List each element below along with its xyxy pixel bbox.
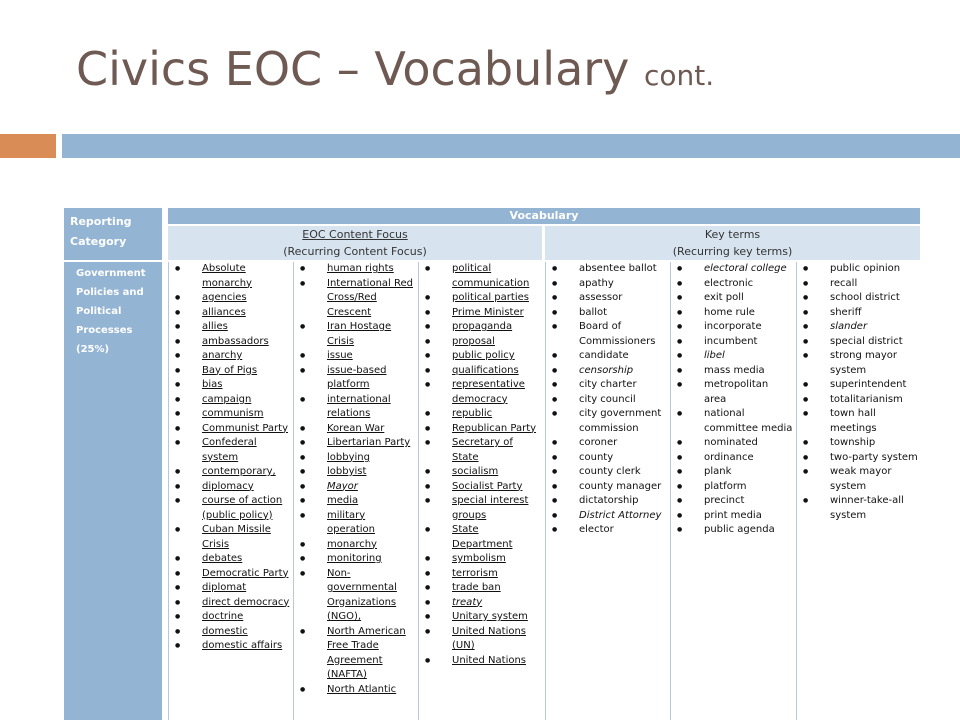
term-item — [546, 480, 670, 495]
term-text: lobbyist — [327, 466, 367, 477]
term-item — [169, 393, 292, 408]
term-text: agencies — [202, 292, 247, 303]
term-item — [671, 306, 795, 321]
term-item — [419, 494, 543, 523]
term-item — [419, 465, 543, 480]
term-text: Secretary of State — [452, 437, 513, 463]
accent-bar-blue — [62, 134, 960, 158]
term-text: domestic — [202, 625, 248, 637]
term-text: terrorism — [452, 567, 498, 579]
term-item — [671, 451, 795, 466]
term-item — [169, 610, 292, 625]
term-text: Socialist Party — [452, 480, 523, 492]
subheader-key-terms-note: (Recurring key terms) — [672, 245, 793, 258]
term-text: slander — [830, 321, 868, 332]
header-vocabulary: Vocabulary — [168, 208, 920, 224]
term-text: human rights — [327, 263, 394, 274]
term-text: North American Free Trade Agreement (NAFTA) — [327, 625, 406, 680]
term-item — [419, 552, 543, 567]
term-item — [419, 378, 543, 407]
term-item — [169, 320, 292, 335]
term-text: county manager — [579, 480, 662, 492]
term-text: monitoring — [327, 553, 382, 564]
term-item — [797, 291, 920, 306]
term-item — [419, 625, 543, 654]
term-text: national committee media — [704, 408, 793, 434]
term-text: diplomat — [202, 582, 247, 593]
term-text: metropolitan area — [704, 379, 769, 405]
term-text: republic — [452, 408, 493, 419]
term-text: Confederal system — [202, 437, 257, 463]
term-item — [294, 567, 417, 625]
term-text: incorporate — [704, 321, 762, 332]
term-text: sheriff — [830, 306, 862, 318]
term-text: District Attorney — [579, 509, 662, 521]
term-text: debates — [202, 553, 243, 564]
term-text: issue-based platform — [327, 364, 387, 390]
term-text: allies — [202, 321, 228, 332]
term-item — [294, 538, 417, 553]
term-text: Republican Party — [452, 422, 537, 434]
term-text: propaganda — [452, 321, 513, 332]
term-text: doctrine — [202, 611, 244, 622]
term-item — [169, 567, 292, 582]
term-text: contemporary, — [202, 466, 276, 477]
term-item — [169, 552, 292, 567]
term-text: proposal — [452, 335, 495, 347]
term-text: Mayor — [327, 480, 358, 492]
term-item — [671, 494, 795, 509]
term-text: United Nations (UN) — [452, 625, 527, 651]
term-text: nominated — [704, 437, 758, 448]
term-text: course of action (public policy) — [202, 495, 283, 521]
subheader-content-focus-title: EOC Content Focus — [302, 228, 408, 241]
term-item — [546, 320, 670, 349]
term-item — [169, 480, 292, 495]
term-text: socialism — [452, 466, 499, 477]
term-text: county clerk — [579, 466, 641, 477]
term-text: superintendent — [830, 379, 907, 390]
vocabulary-table — [64, 208, 920, 720]
term-text: libel — [704, 350, 725, 361]
term-item — [797, 494, 920, 523]
term-text: political communication — [452, 263, 530, 289]
term-text: apathy — [579, 277, 614, 289]
term-item — [671, 480, 795, 495]
term-text: Unitary system — [452, 611, 528, 622]
term-text: issue — [327, 350, 353, 361]
term-item — [169, 422, 292, 437]
term-text: alliances — [202, 306, 246, 318]
term-item — [546, 349, 670, 364]
term-item — [169, 262, 292, 291]
term-text: absentee ballot — [579, 263, 657, 274]
term-text: special district — [830, 335, 903, 347]
term-item — [294, 320, 417, 349]
term-text: military operation — [327, 509, 376, 535]
term-text: ordinance — [704, 451, 754, 463]
term-item — [797, 451, 920, 466]
term-item — [169, 364, 292, 379]
term-item — [294, 683, 417, 698]
term-item — [169, 465, 292, 480]
term-item — [169, 639, 292, 654]
slide-title-suffix: cont. — [644, 59, 715, 92]
term-text: public policy — [452, 350, 515, 361]
term-item — [546, 378, 670, 393]
term-text: winner-take-all system — [830, 495, 904, 521]
term-column-6 — [796, 262, 920, 720]
term-text: international relations — [327, 393, 391, 419]
term-text: anarchy — [202, 350, 243, 361]
term-item — [169, 494, 292, 523]
term-text: special interest groups — [452, 495, 529, 521]
term-item — [294, 393, 417, 422]
term-text: Iran Hostage Crisis — [327, 321, 392, 347]
term-item — [294, 364, 417, 393]
term-item — [294, 262, 417, 277]
accent-bar-orange — [0, 134, 56, 158]
term-item — [797, 320, 920, 335]
term-text: censorship — [579, 364, 634, 376]
term-item — [671, 509, 795, 524]
term-text: diplomacy — [202, 480, 254, 492]
term-text: direct democracy — [202, 596, 290, 608]
term-text: school district — [830, 292, 900, 303]
term-item — [294, 349, 417, 364]
term-item — [797, 306, 920, 321]
term-item — [797, 436, 920, 451]
term-item — [797, 349, 920, 378]
term-text: Democratic Party — [202, 567, 289, 579]
term-text: totalitarianism — [830, 393, 903, 405]
term-column-4 — [545, 262, 670, 720]
term-item — [294, 552, 417, 567]
term-item — [797, 262, 920, 277]
term-text: elector — [579, 524, 614, 535]
term-column-1 — [168, 262, 292, 720]
term-item — [797, 407, 920, 436]
term-text: lobbying — [327, 451, 370, 463]
term-item — [546, 291, 670, 306]
term-text: electronic — [704, 277, 754, 289]
term-item — [294, 436, 417, 451]
term-item — [169, 436, 292, 465]
category-label: Government Policies and Political Processes (25%) — [76, 268, 146, 355]
term-text: domestic affairs — [202, 640, 283, 651]
term-item — [797, 465, 920, 494]
term-item — [419, 291, 543, 306]
term-text: public opinion — [830, 263, 901, 274]
term-text: Communist Party — [202, 422, 289, 434]
term-text: ambassadors — [202, 335, 269, 347]
term-text: township — [830, 437, 876, 448]
term-item — [169, 523, 292, 552]
term-item — [169, 335, 292, 350]
term-text: mass media — [704, 364, 765, 376]
term-text: Absolute monarchy — [202, 263, 252, 289]
subheader-key-terms-title: Key terms — [704, 228, 761, 241]
term-item — [546, 451, 670, 466]
term-item — [419, 364, 543, 379]
term-text: political parties — [452, 292, 529, 303]
term-text: electoral college — [704, 263, 787, 274]
term-text: exit poll — [704, 292, 744, 303]
term-text: media — [327, 495, 359, 506]
term-text: coroner — [579, 437, 618, 448]
term-text: dictatorship — [579, 495, 639, 506]
term-item — [419, 422, 543, 437]
term-column-3 — [418, 262, 543, 720]
term-item — [294, 494, 417, 509]
term-item — [671, 436, 795, 451]
term-item — [671, 349, 795, 364]
term-item — [419, 654, 543, 669]
term-text: Bay of Pigs — [202, 364, 258, 376]
term-item — [419, 436, 543, 465]
term-text: Libertarian Party — [327, 437, 411, 448]
term-text: representative democracy — [452, 379, 525, 405]
term-text: city government commission — [579, 408, 662, 434]
term-item — [671, 277, 795, 292]
term-column-2 — [293, 262, 417, 720]
term-text: trade ban — [452, 582, 501, 593]
term-item — [294, 625, 417, 683]
term-item — [419, 480, 543, 495]
term-item — [419, 581, 543, 596]
term-item — [169, 349, 292, 364]
term-text: two-party system — [830, 451, 918, 463]
term-item — [546, 465, 670, 480]
slide-title — [76, 42, 714, 96]
term-text: recall — [830, 277, 858, 289]
term-item — [546, 262, 670, 277]
term-text: ballot — [579, 306, 608, 318]
term-item — [671, 378, 795, 407]
term-item — [294, 422, 417, 437]
term-text: International Red Cross/Red Crescent — [327, 277, 414, 318]
term-item — [671, 523, 795, 538]
term-text: strong mayor system — [830, 350, 898, 376]
term-item — [671, 320, 795, 335]
term-item — [294, 465, 417, 480]
term-item — [419, 523, 543, 552]
term-item — [797, 393, 920, 408]
term-item — [546, 509, 670, 524]
slide-title-main: Civics EOC – Vocabulary — [76, 42, 630, 96]
term-item — [169, 291, 292, 306]
term-item — [294, 509, 417, 538]
term-item — [671, 364, 795, 379]
term-item — [671, 465, 795, 480]
term-item — [797, 277, 920, 292]
term-text: home rule — [704, 306, 755, 318]
term-text: Prime Minister — [452, 306, 524, 318]
term-text: symbolism — [452, 553, 506, 564]
term-item — [169, 306, 292, 321]
term-item — [671, 335, 795, 350]
term-item — [546, 436, 670, 451]
term-text: precinct — [704, 495, 745, 506]
term-text: communism — [202, 408, 264, 419]
term-text: campaign — [202, 393, 252, 405]
term-item — [294, 451, 417, 466]
subheader-content-focus-note: (Recurring Content Focus) — [283, 245, 427, 258]
term-item — [546, 306, 670, 321]
term-text: North Atlantic — [327, 683, 397, 695]
subheader-key-terms — [545, 226, 920, 260]
term-text: town hall meetings — [830, 408, 877, 434]
term-text: public agenda — [704, 524, 775, 535]
term-text: monarchy — [327, 538, 377, 550]
term-text: plank — [704, 466, 732, 477]
term-text: State Department — [452, 524, 513, 550]
term-text: city council — [579, 393, 636, 405]
header-reporting-category — [64, 208, 166, 260]
term-text: platform — [704, 480, 747, 492]
term-item — [671, 291, 795, 306]
header-reporting-label: Reporting Category — [70, 215, 132, 248]
term-text: county — [579, 451, 614, 463]
term-item — [294, 480, 417, 495]
category-cell — [64, 262, 166, 720]
term-item — [419, 610, 543, 625]
term-item — [546, 523, 670, 538]
term-item — [419, 320, 543, 335]
term-item — [546, 393, 670, 408]
term-item — [546, 277, 670, 292]
term-item — [797, 335, 920, 350]
term-text: incumbent — [704, 335, 758, 347]
subheader-content-focus — [168, 226, 542, 260]
term-item — [546, 364, 670, 379]
term-item — [419, 567, 543, 582]
term-item — [419, 407, 543, 422]
term-text: candidate — [579, 350, 629, 361]
term-item — [169, 581, 292, 596]
term-item — [671, 407, 795, 436]
term-text: qualifications — [452, 364, 519, 376]
term-text: Non-governmental Organizations (NGO), — [327, 567, 397, 622]
term-item — [169, 378, 292, 393]
term-text: bias — [202, 379, 223, 390]
term-text: Korean War — [327, 422, 385, 434]
term-item — [169, 596, 292, 611]
term-item — [546, 494, 670, 509]
term-item — [546, 407, 670, 436]
term-text: Cuban Missile Crisis — [202, 524, 271, 550]
term-text: print media — [704, 509, 762, 521]
term-text: Board of Commissioners — [579, 321, 656, 347]
term-text: weak mayor system — [830, 466, 892, 492]
term-item — [419, 306, 543, 321]
term-item — [671, 262, 795, 277]
term-column-5 — [670, 262, 795, 720]
term-item — [169, 625, 292, 640]
term-text: treaty — [452, 596, 483, 608]
term-text: assessor — [579, 292, 623, 303]
term-item — [419, 349, 543, 364]
term-item — [169, 407, 292, 422]
term-text: city charter — [579, 379, 637, 390]
term-item — [419, 596, 543, 611]
term-text: United Nations — [452, 654, 527, 666]
term-item — [419, 335, 543, 350]
term-item — [797, 378, 920, 393]
term-item — [419, 262, 543, 291]
term-item — [294, 277, 417, 321]
